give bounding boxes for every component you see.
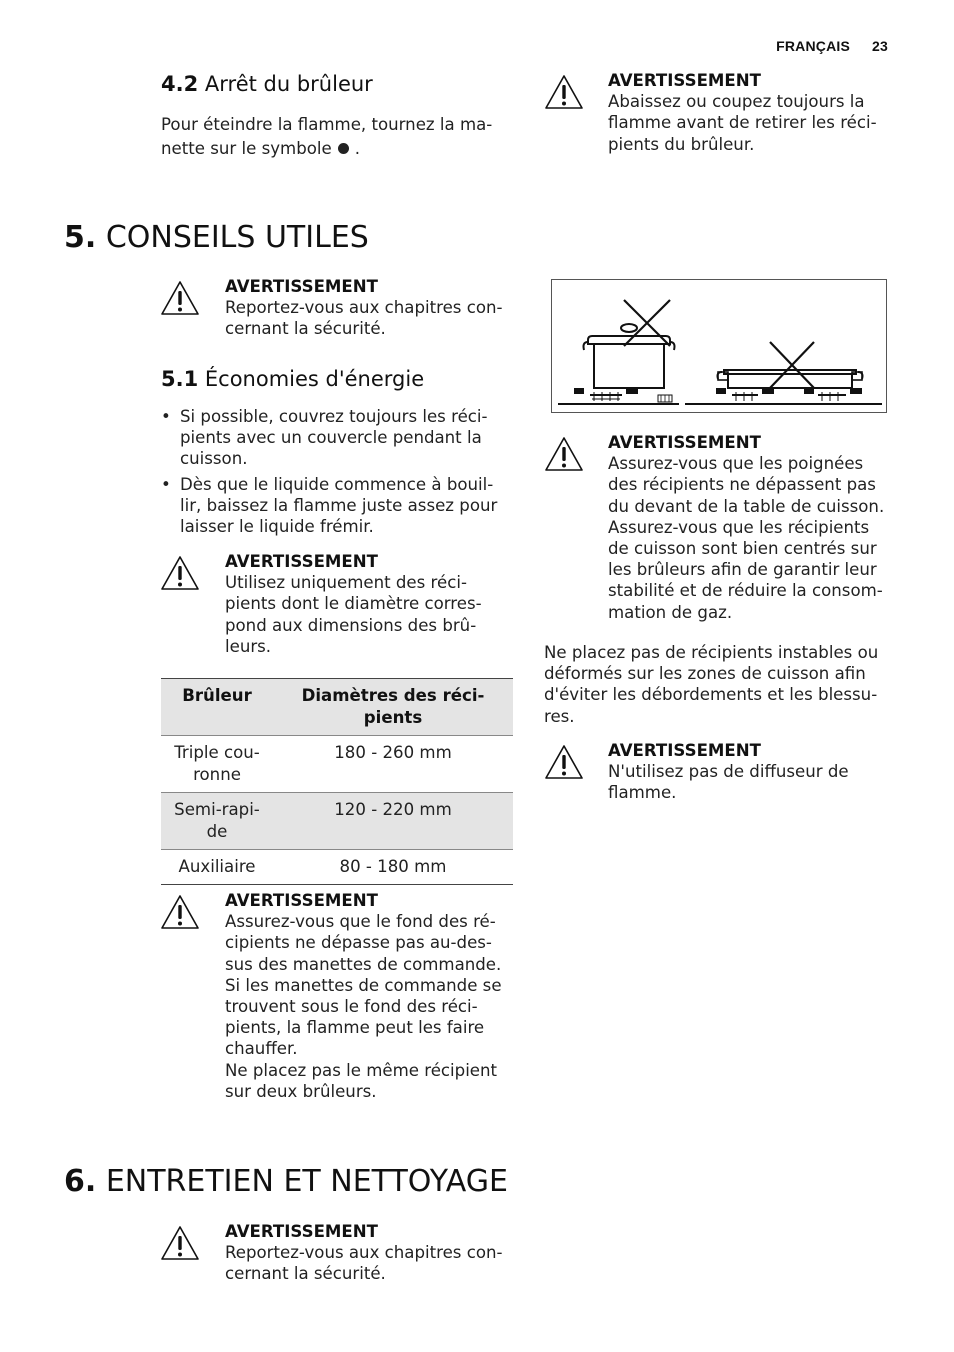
burner-name: Semi-rapi- de (161, 793, 273, 850)
table-row (161, 793, 513, 850)
table-row (161, 736, 513, 793)
column-header-burner: Brûleur (161, 679, 273, 736)
unstable-pans-paragraph: Ne placez pas de récipients instables ou déformés sur les zones de cuisson afin d'éviter les débordements et les blessu- res. (544, 643, 879, 726)
warning-text: Assurez-vous que les poignées des récipients ne dépassent pas du devant de la table de cuisson. Assurez-vous que les récipients de cuisson sont bien centrés sur les brûleurs afin de garantir leur stabilité et de réduire la consom- mation de gaz. (608, 454, 885, 622)
burner-diameter: 80 - 180 mm (339, 857, 447, 876)
chapter-number: 5. (64, 220, 97, 255)
section-title: Arrêt du brûleur (204, 72, 373, 96)
burner-name: Auxiliaire (178, 857, 256, 876)
warning-triangle-icon (544, 744, 584, 780)
warning-text: Reportez-vous aux chapitres con- cernant la sécurité. (225, 1243, 503, 1284)
burner-diameter: 180 - 260 mm (334, 743, 452, 762)
warning-triangle-icon (160, 280, 200, 316)
burner-name: Triple cou- ronne (174, 743, 260, 784)
warning-text: Reportez-vous aux chapitres con- cernant la sécurité. (225, 298, 503, 339)
header-language: FRANÇAIS (776, 38, 851, 54)
list-item: • Si possible, couvrez toujours les réci- pients avec un couvercle pendant la cuisson. (161, 406, 516, 470)
section-4-2-text (161, 113, 511, 161)
cooktop-pans-icon (552, 280, 886, 412)
warning-triangle-icon (544, 436, 584, 472)
warning-text: Utilisez uniquement des réci- pients dont le diamètre corres- pond aux dimensions des brû- leurs. (225, 573, 482, 656)
warning-title: AVERTISSEMENT (608, 71, 761, 90)
chapter-5-heading (64, 220, 369, 256)
page-number: 23 (872, 38, 888, 54)
sentence-end: . (354, 139, 360, 158)
warning-text: N'utilisez pas de diffuseur de flamme. (608, 762, 849, 803)
chapter-title: CONSEILS UTILES (105, 220, 369, 255)
section-5-1-heading (161, 366, 424, 392)
page-header (776, 38, 888, 54)
burner-diameter: 120 - 220 mm (273, 793, 513, 850)
incorrect-pot-placement-illustration (551, 279, 887, 413)
burner-table-wrapper (161, 678, 513, 885)
warning-title: AVERTISSEMENT (225, 1222, 378, 1241)
section-title: Économies d'énergie (204, 367, 425, 391)
column-header-diameter: Diamètres des réci- pients (273, 679, 513, 736)
warning-title: AVERTISSEMENT (225, 277, 378, 296)
warning-title: AVERTISSEMENT (225, 552, 378, 571)
energy-saving-list (161, 406, 516, 541)
chapter-title: ENTRETIEN ET NETTOYAGE (105, 1164, 508, 1199)
burner-table (161, 678, 513, 885)
warning-text: Assurez-vous que le fond des ré- cipients ne dépasse pas au-des- sus des manettes de commande. Si les manettes de commande se trouvent sous le fond des réci- pients, la flamme peut les faire chauffer. Ne placez pas le même récipient sur deux brûleurs. (225, 912, 502, 1101)
section-number: 4.2 (161, 72, 199, 96)
table-row (161, 850, 513, 885)
chapter-number: 6. (64, 1164, 97, 1199)
warning-title: AVERTISSEMENT (608, 741, 761, 760)
section-number: 5.1 (161, 367, 199, 391)
warning-title: AVERTISSEMENT (225, 891, 378, 910)
warning-title: AVERTISSEMENT (608, 433, 761, 452)
warning-text: Abaissez ou coupez toujours la flamme avant de retirer les réci- pients du brûleur. (608, 92, 877, 154)
warning-triangle-icon (160, 555, 200, 591)
table-header-row (161, 679, 513, 736)
warning-triangle-icon (160, 1225, 200, 1261)
list-item: • Dès que le liquide commence à bouil- lir, baissez la flamme juste assez pour laisser le liquide frémir. (161, 474, 516, 538)
section-4-2-heading (161, 71, 373, 97)
warning-triangle-icon (160, 894, 200, 930)
filled-circle-icon (338, 143, 349, 154)
extinguish-instruction: Pour éteindre la flamme, tournez la ma- nette sur le symbole (161, 115, 493, 158)
chapter-6-heading (64, 1164, 508, 1200)
warning-triangle-icon (544, 74, 584, 110)
